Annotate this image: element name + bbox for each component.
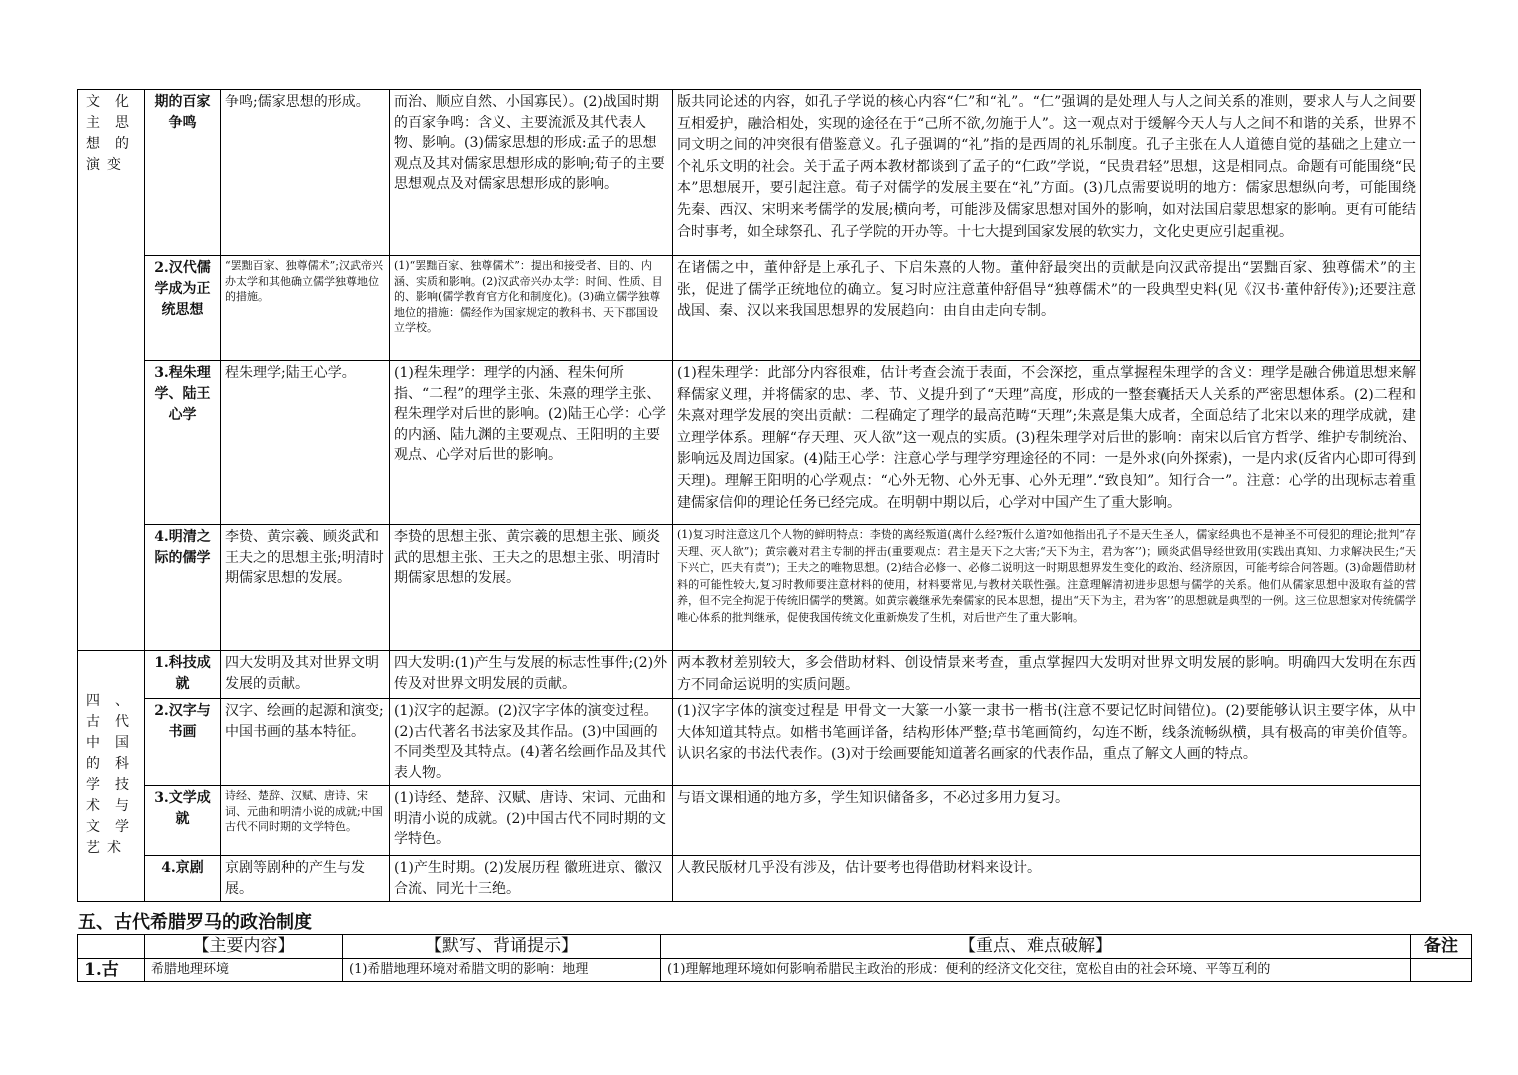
topic-label: 2.汉代儒学成为正统思想 xyxy=(145,256,221,361)
topic-label: 3.程朱理学、陆王心学 xyxy=(145,361,221,525)
header-row xyxy=(78,935,1472,959)
table-row xyxy=(78,699,1421,786)
topic-label: 1.科技成就 xyxy=(145,651,221,699)
header-recite-prompt: 【默写、背诵提示】 xyxy=(343,935,661,959)
recite-prompt-cell: (1)希腊地理环境对希腊文明的影响：地理 xyxy=(343,959,661,982)
header-remarks: 备注 xyxy=(1411,935,1472,959)
section-label: 四、古代中国的科学技术与文学艺术 xyxy=(78,651,145,902)
table-row xyxy=(78,361,1421,525)
key-points-cell: 版共同论述的内容，如孔子学说的核心内容“仁”和“礼”。“仁”强调的是处理人与人之间关系的准则，要求人与人之间要互相爱护，融洽相处，实现的途径在于“己所不欲,勿施于人”。这一观点对于缓解今天人与人之间不和谐的关系，世界不同文明之间的冲突很有借鉴意义。孔子强调的“礼”指的是西周的礼乐制度。孔子主张在人人道德自觉的基础之上建立一个礼乐文明的社会。关于孟子两本教材都谈到了孟子的“仁政”学说，“民贵君轻”思想，这是相同点。命题有可能围绕“民本”思想展开，要引起注意。荀子对儒学的发展主要在“礼”方面。(3)几点需要说明的地方：儒家思想纵向考，可能围绕先秦、西汉、宋明来考儒学的发展;横向考，可能涉及儒家思想对国外的影响，如对法国启蒙思想家的影响。更有可能结合时事考，如全球祭孔、孔子学院的开办等。十七大提到国家发展的软实力，文化史更应引起重视。 xyxy=(673,90,1421,256)
recite-prompt-cell: 四大发明:(1)产生与发展的标志性事件;(2)外传及对世界文明发展的贡献。 xyxy=(390,651,673,699)
section-title: 五、古代希腊罗马的政治制度 xyxy=(78,912,312,933)
topic-label: 4.明清之际的儒学 xyxy=(145,525,221,651)
table-row xyxy=(78,525,1421,651)
recite-prompt-cell: 李贽的思想主张、黄宗羲的思想主张、顾炎武的思想主张、王夫之的思想主张、明清时期儒家思想的发展。 xyxy=(390,525,673,651)
section-label: 文化主思想的演变 xyxy=(78,90,145,651)
topic-label: 1.古 xyxy=(78,959,145,982)
header-key-points: 【重点、难点破解】 xyxy=(661,935,1411,959)
main-content-cell: 汉字、绘画的起源和演变;中国书画的基本特征。 xyxy=(221,699,390,786)
main-content-cell: “罢黜百家、独尊儒术”;汉武帝兴办太学和其他确立儒学独尊地位的措施。 xyxy=(221,256,390,361)
recite-prompt-cell: (1)汉字的起源。(2)汉字字体的演变过程。(2)古代著名书法家及其作品。(3)中国画的不同类型及其特点。(4)著名绘画作品及其代表人物。 xyxy=(390,699,673,786)
main-content-cell: 争鸣;儒家思想的形成。 xyxy=(221,90,390,256)
key-points-cell: 两本教材差别较大，多会借助材料、创设情景来考查，重点掌握四大发明对世界文明发展的影响。明确四大发明在东西方不同命运说明的实质问题。 xyxy=(673,651,1421,699)
main-content-cell: 四大发明及其对世界文明发展的贡献。 xyxy=(221,651,390,699)
recite-prompt-cell: 而治、顺应自然、小国寡民）。(2)战国时期的百家争鸣：含义、主要流派及其代表人物、影响。(3)儒家思想的形成:孟子的思想观点及其对儒家思想形成的影响;荀子的主要思想观点及对儒家思想形成的影响。 xyxy=(390,90,673,256)
history-review-table xyxy=(77,89,1421,902)
table-row xyxy=(78,959,1472,982)
recite-prompt-cell: (1)产生时期。(2)发展历程 徽班进京、徽汉合流、同光十三绝。 xyxy=(390,856,673,902)
recite-prompt-cell: (1)程朱理学：理学的内涵、程朱何所指、“二程”的理学主张、朱熹的理学主张、程朱理学对后世的影响。(2)陆王心学：心学的内涵、陆九渊的主要观点、王阳明的主要观点、心学对后世的影响。 xyxy=(390,361,673,525)
key-points-cell: (1)汉字字体的演变过程是 甲骨文一大篆一小篆一隶书一楷书(注意不要记忆时间错位)。(2)要能够认识主要字体，从中大体知道其特点。如楷书笔画详备，结构形体严整;草书笔画简约，勾连不断，线条流畅纵横，具有极高的审美价值等。认识名家的书法代表作。(3)对于绘画要能知道著名画家的代表作品，重点了解文人画的特点。 xyxy=(673,699,1421,786)
main-content-cell: 希腊地理环境 xyxy=(145,959,343,982)
topic-label: 2.汉字与书画 xyxy=(145,699,221,786)
recite-prompt-cell: (1)诗经、楚辞、汉赋、唐诗、宋词、元曲和明清小说的成就。(2)中国古代不同时期的文学特色。 xyxy=(390,786,673,856)
key-points-cell: (1)程朱理学：此部分内容很难，估计考查会流于表面，不会深挖，重点掌握程朱理学的含义：理学是融合佛道思想来解释儒家义理，并将儒家的忠、孝、节、义提升到了“天理”高度，形成的一整套囊括天人关系的严密思想体系。(2)二程和朱熹对理学发展的突出贡献：二程确定了理学的最高范畴“天理”;朱熹是集大成者，全面总结了北宋以来的理学成就，建立理学体系。理解“存天理、灭人欲”这一观点的实质。(3)程朱理学对后世的影响：南宋以后官方哲学、维护专制统治、影响远及周边国家。(4)陆王心学：注意心学与理学穷理途径的不同：一是外求(向外探索)，一是内求(反省内心即可得到天理)。理解王阳明的心学观点：“心外无物、心外无事、心外无理”.“致良知”。知行合一”。注意：心学的出现标志着重建儒家信仰的理论任务已经完成。在明朝中期以后，心学对中国产生了重大影响。 xyxy=(673,361,1421,525)
main-content-cell: 李贽、黄宗羲、顾炎武和王夫之的思想主张;明清时期儒家思想的发展。 xyxy=(221,525,390,651)
main-content-cell: 京剧等剧种的产生与发展。 xyxy=(221,856,390,902)
header-main-content: 【主要内容】 xyxy=(145,935,343,959)
main-content-cell: 程朱理学;陆王心学。 xyxy=(221,361,390,525)
header-cell xyxy=(78,935,145,959)
key-points-cell: (1)理解地理环境如何影响希腊民主政治的形成：便利的经济文化交往，宽松自由的社会环境、平等互利的 xyxy=(661,959,1411,982)
topic-label: 期的百家争鸣 xyxy=(145,90,221,256)
remarks-cell xyxy=(1411,959,1472,982)
table-row xyxy=(78,90,1421,256)
key-points-cell: (1)复习时注意这几个人物的鲜明特点：李贽的离经叛道(离什么经?叛什么道?如他指出孔子不是天生圣人，儒家经典也不是神圣不可侵犯的理论;批判“存天理、灭人欲”)；黄宗羲对君主专制的抨击(重要观点：君主是天下之大害;“天下为主，君为客’’)；顾炎武倡导经世致用(实践出真知、力求解决民生;“天下兴亡，匹夫有责”)；王夫之的唯物思想。(2)结合必修一、必修二说明这一时期思想界发生变化的政治、经济原因，可能考综合问答题。(3)命题借助材料的可能性较大,复习时教师要注意材料的使用，材料要常见,与教材关联性强。注意理解清初进步思想与儒学的关系。他们从儒家思想中汲取有益的营养，但不完全拘泥于传统旧儒学的樊篱。如黄宗羲继承先秦儒家的民本思想，提出“天下为主，君为客’’的思想就是典型的一例。这三位思想家对传统儒学唯心体系的批判继承，促使我国传统文化重新焕发了生机，对后世产生了重大影响。 xyxy=(673,525,1421,651)
table-row xyxy=(78,786,1421,856)
greece-rome-table xyxy=(77,934,1472,982)
main-content-cell: 诗经、楚辞、汉赋、唐诗、宋词、元曲和明清小说的成就;中国古代不同时期的文学特色。 xyxy=(221,786,390,856)
table-row xyxy=(78,856,1421,902)
recite-prompt-cell: (1)“罢黜百家、独尊儒术”：提出和接受者、目的、内涵、实质和影响。(2)汉武帝兴办太学：时间、性质、目的、影响(儒学教育官方化和制度化)。(3)确立儒学独尊地位的措施：儒经作为国家规定的教科书、天下郡国设立学校。 xyxy=(390,256,673,361)
topic-label: 4.京剧 xyxy=(145,856,221,902)
key-points-cell: 与语文课相通的地方多，学生知识储备多，不必过多用力复习。 xyxy=(673,786,1421,856)
table-row xyxy=(78,256,1421,361)
key-points-cell: 人教民版材几乎没有涉及，估计要考也得借助材料来设计。 xyxy=(673,856,1421,902)
topic-label: 3.文学成就 xyxy=(145,786,221,856)
table-row xyxy=(78,651,1421,699)
key-points-cell: 在诸儒之中，董仲舒是上承孔子、下启朱熹的人物。董仲舒最突出的贡献是向汉武帝提出“罢黜百家、独尊儒术”的主张，促进了儒学正统地位的确立。复习时应注意董仲舒倡导“独尊儒术”的一段典型史料(见《汉书·董仲舒传》);还要注意战国、秦、汉以来我国思想界的发展趋向：由自由走向专制。 xyxy=(673,256,1421,361)
